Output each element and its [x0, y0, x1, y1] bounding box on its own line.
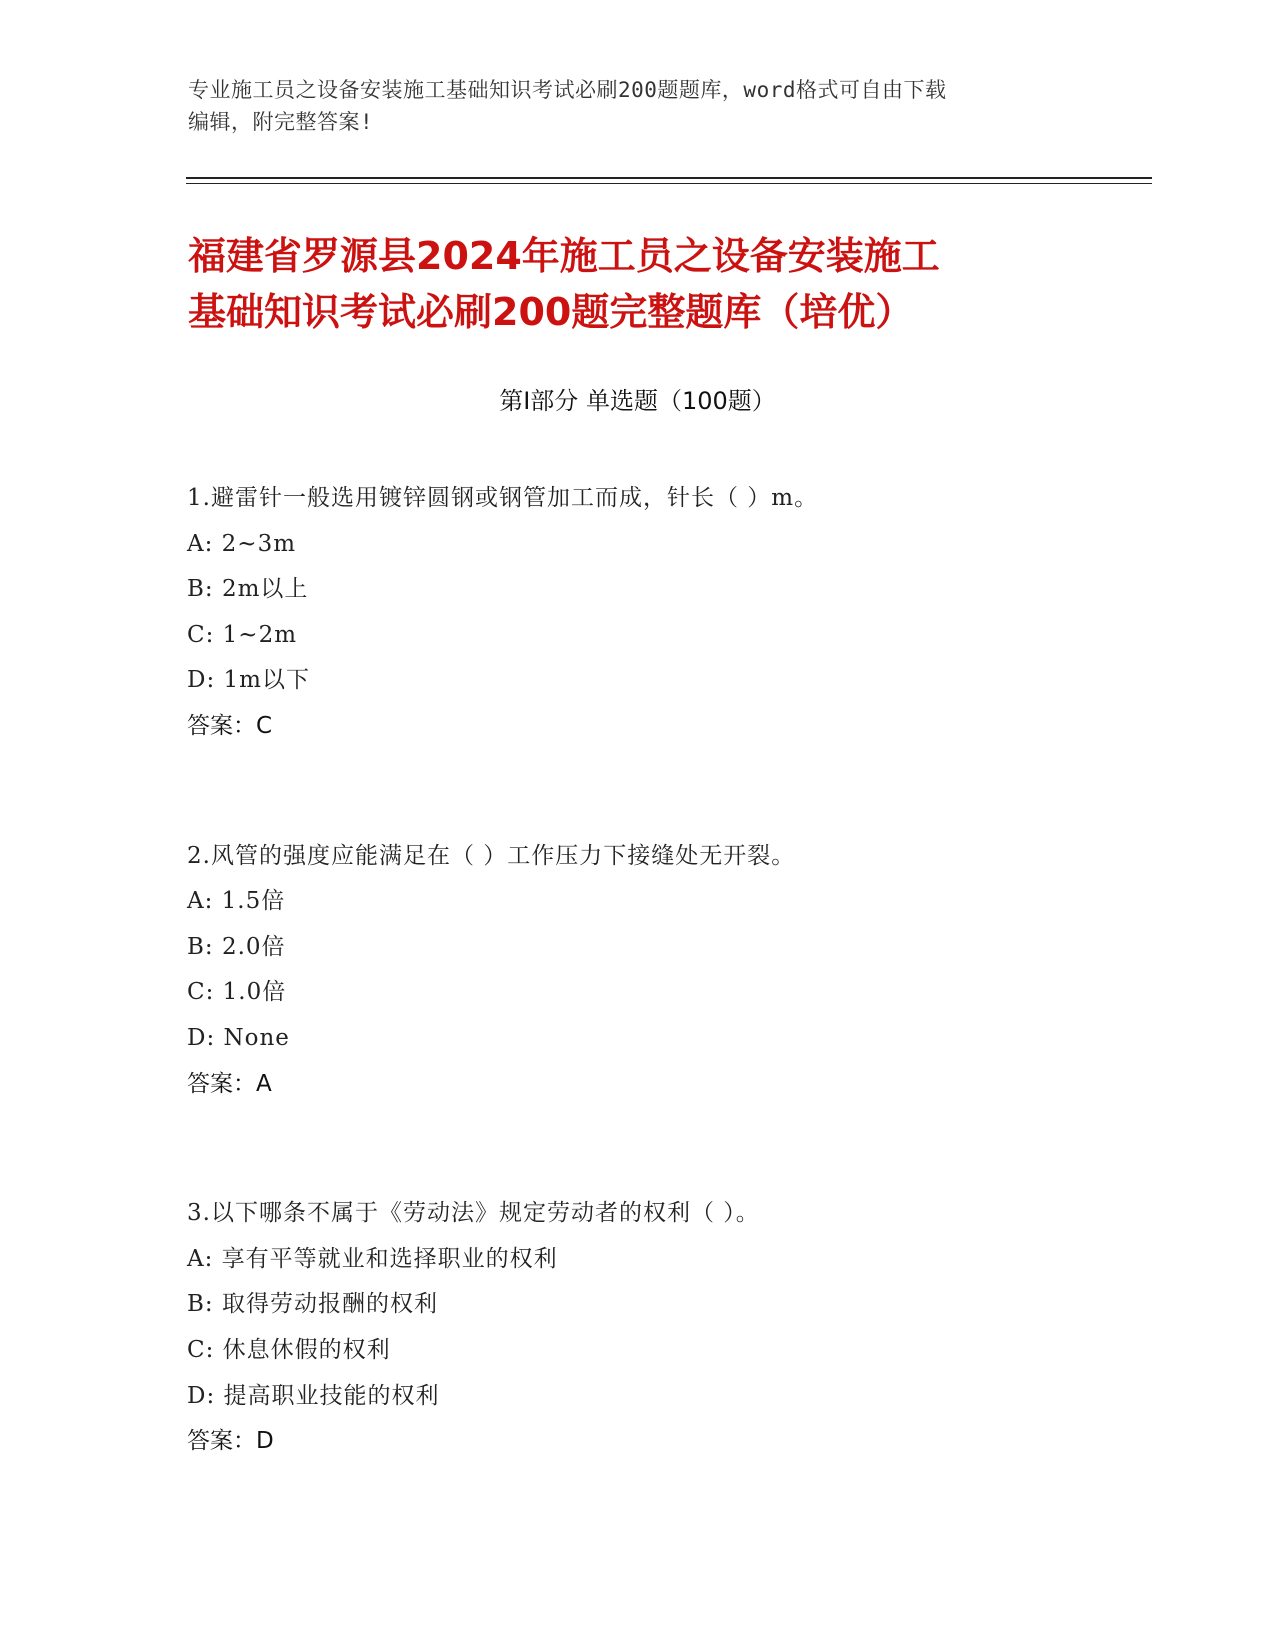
- answer-text: 答案：C: [187, 712, 273, 739]
- option-a: A: 享有平等就业和选择职业的权利: [187, 1245, 558, 1272]
- question-item: [187, 834, 1127, 1108]
- document-title-line-1: 福建省罗源县2024年施工员之设备安装施工: [188, 234, 940, 278]
- answer-text: 答案：A: [187, 1070, 272, 1097]
- option-d: D: 1m以下: [187, 667, 310, 694]
- header-note: [188, 74, 1088, 138]
- document-title-line-2: 基础知识考试必刷200题完整题库（培优）: [188, 290, 914, 334]
- question-list: [187, 476, 1127, 1549]
- option-c: C: 休息休假的权利: [187, 1336, 391, 1363]
- section-title: 第I部分 单选题（100题）: [499, 387, 776, 415]
- option-d: D: 提高职业技能的权利: [187, 1382, 440, 1409]
- option-d: D: None: [187, 1024, 290, 1051]
- option-b: B: 取得劳动报酬的权利: [187, 1291, 438, 1318]
- question-item: [187, 1191, 1127, 1465]
- header-divider-thick: [186, 177, 1152, 179]
- header-note-line-2: 编辑，附完整答案!: [188, 110, 374, 134]
- question-stem: 3.以下哪条不属于《劳动法》规定劳动者的权利（ ）。: [187, 1200, 760, 1227]
- option-c: C: 1.0倍: [187, 979, 287, 1006]
- option-a: A: 1.5倍: [187, 888, 286, 915]
- question-stem: 2.风管的强度应能满足在（ ）工作压力下接缝处无开裂。: [187, 842, 796, 869]
- document-title: [188, 228, 1098, 340]
- option-b: B: 2m以上: [187, 576, 309, 603]
- option-a: A: 2~3m: [187, 530, 297, 557]
- question-item: [187, 476, 1127, 750]
- option-b: B: 2.0倍: [187, 933, 286, 960]
- answer-text: 答案：D: [187, 1428, 274, 1455]
- question-stem: 1.避雷针一般选用镀锌圆钢或钢管加工而成，针长（ ）m。: [187, 485, 819, 511]
- header-divider-thin: [186, 183, 1152, 184]
- option-c: C: 1~2m: [187, 621, 298, 648]
- header-note-line-1: 专业施工员之设备安装施工基础知识考试必刷200题题库，word格式可自由下载: [188, 78, 947, 102]
